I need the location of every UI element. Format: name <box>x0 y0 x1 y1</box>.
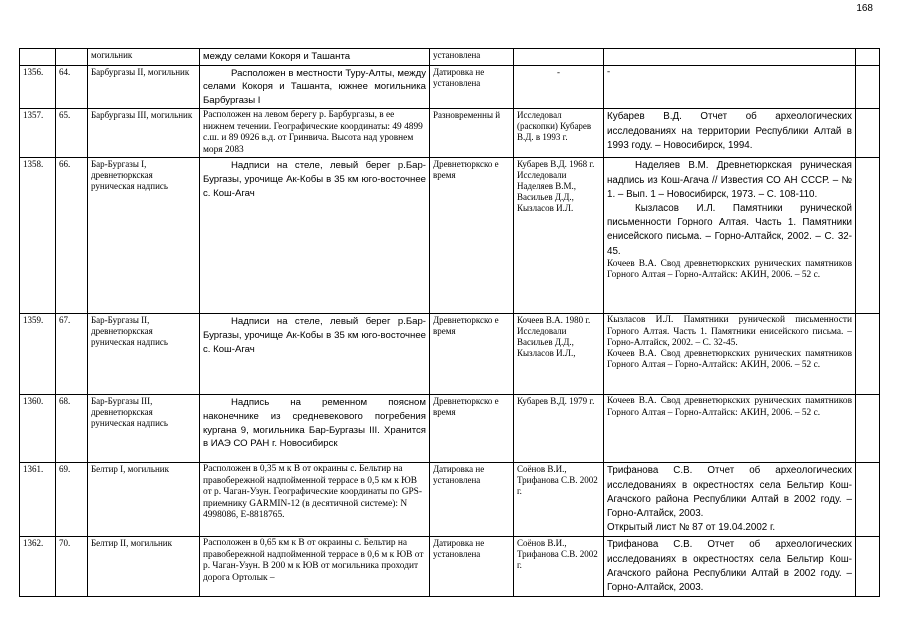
row-number: 1359. <box>20 314 56 395</box>
table-row <box>20 65 880 109</box>
monument-description: Расположен в 0,65 км к В от окраины с. Бельтир на правобережной надпойменной террасе в 0,6 м к ЮВ от р. Чаган-Узун. В 200 м к ЮВ от могильника проходит дорога Ортолык – <box>200 537 430 597</box>
monument-name: Бар-Бургазы III, древнетюркская руническая надпись <box>88 395 200 463</box>
row-subnumber: 66. <box>56 158 88 314</box>
table-row <box>20 395 880 463</box>
literature <box>604 109 856 158</box>
empty-cell <box>856 49 880 66</box>
research-history <box>514 49 604 66</box>
empty-cell <box>856 314 880 395</box>
literature <box>604 314 856 395</box>
literature-entry: Трифанова С.В. Отчет об археологических исследованиях в окрестностях села Бельтир Кош-Агачского района Республики Алтай в 2002 году. – Горно-Алтайск, 2003. <box>607 465 852 519</box>
literature <box>604 158 856 314</box>
page-number: 168 <box>856 3 873 14</box>
empty-cell <box>856 537 880 597</box>
literature-entry: Кочеев В.А. Свод древнетюркских рунических памятников Горного Алтая – Горно-Алтайск: АКИН, 2006. – 52 с. <box>607 258 852 281</box>
monument-description: Надписи на стеле, левый берег р.Бар-Бургазы, урочище Ак-Кобы в 35 км юго-восточнее с. Кош-Агач <box>200 314 430 395</box>
literature <box>604 65 856 109</box>
literature-entry: Кочеев В.А. Свод древнетюркских рунических памятников Горного Алтая – Горно-Алтайск: АКИН, 2006. – 52 с. <box>607 349 852 371</box>
row-subnumber: 68. <box>56 395 88 463</box>
monument-registry-table <box>19 48 880 597</box>
row-number <box>20 49 56 66</box>
literature <box>604 395 856 463</box>
row-subnumber: 70. <box>56 537 88 597</box>
row-number: 1356. <box>20 65 56 109</box>
table-row <box>20 463 880 537</box>
empty-cell <box>856 109 880 158</box>
row-subnumber: 65. <box>56 109 88 158</box>
row-number: 1358. <box>20 158 56 314</box>
dating: Датировка не установлена <box>430 65 514 109</box>
row-number: 1362. <box>20 537 56 597</box>
monument-name: Барбургазы III, могильник <box>88 109 200 158</box>
dating: Датировка не установлена <box>430 463 514 537</box>
empty-cell <box>856 65 880 109</box>
literature-entry: Кочеев В.А. Свод древнетюркских рунических памятников Горного Алтая – Горно-Алтайск: АКИН, 2006. – 52 с. <box>607 396 852 418</box>
empty-cell <box>856 158 880 314</box>
research-history: Кочеев В.А. 1980 г. Исследовали Васильев Д.Д., Кызласов И.Л., <box>514 314 604 395</box>
literature <box>604 49 856 66</box>
literature-entry: Наделяев В.М. Древнетюркская руническая надпись из Кош-Агача // Известия СО АН СССР. – № 1. – Вып. 1 – Новосибирск, 1973. – С. 108-110. <box>607 160 852 200</box>
literature-entry: Кызласов И.Л. Памятники рунической письменности Горного Алтая. Часть 1. Памятники енисейского письма. – Горно-Алтайск, 2002. – С. 32-45. <box>607 202 852 257</box>
dating: Древнетюркско е время <box>430 158 514 314</box>
monument-description: между селами Кокоря и Ташанта <box>200 49 430 66</box>
monument-description: Расположен в местности Туру-Алты, между селами Кокоря и Ташанта, южнее могильника Барбургазы I <box>200 65 430 109</box>
table-row <box>20 49 880 66</box>
table-row <box>20 109 880 158</box>
row-subnumber <box>56 49 88 66</box>
monument-name: Бар-Бургазы I, древнетюркская руническая надпись <box>88 158 200 314</box>
table-row <box>20 314 880 395</box>
research-history: Исследовал (раскопки) Кубарев В.Д. в 1993 г. <box>514 109 604 158</box>
research-history: Соёнов В.И., Трифанова С.В. 2002 г. <box>514 463 604 537</box>
literature <box>604 537 856 597</box>
table-row <box>20 158 880 314</box>
row-subnumber: 69. <box>56 463 88 537</box>
monument-description: Расположен в 0,35 м к В от окраины с. Бельтир на правобережной надпойменной террасе в 0,5 км к ЮВ от р. Чаган-Узун. Географические координаты по GPS-приемнику GARMIN-12 (в десятичной системе): N 4998086, E-8818765. <box>200 463 430 537</box>
literature-entry: Трифанова С.В. Отчет об археологических исследованиях в окрестностях села Бельтир Кош-Агачского района Республики Алтай в 2002 году. – Горно-Алтайск, 2003. <box>607 539 852 593</box>
research-history: - <box>514 65 604 109</box>
empty-cell <box>856 395 880 463</box>
literature-entry: Кызласов И.Л. Памятники рунической письменности Горного Алтая. Часть 1. Памятники енисейского письма. – Горно-Алтайск, 2002. – С. 32-45. <box>607 315 852 348</box>
table-row <box>20 537 880 597</box>
monument-description: Надпись на ременном поясном наконечнике из средневекового погребения кургана 9, могильника Бар-Бургазы III. Хранится в ИАЭ СО РАН г. Новосибирск <box>200 395 430 463</box>
monument-name: могильник <box>88 49 200 66</box>
dating: Древнетюркско е время <box>430 395 514 463</box>
row-number: 1361. <box>20 463 56 537</box>
monument-name: Белтир I, могильник <box>88 463 200 537</box>
monument-description: Расположен на левом берегу р. Барбургазы, в ее нижнем течении. Географические координаты: 49 4899 с.ш. и 89 0926 в.д. от Гринвича. Высота над уровнем моря 2083 <box>200 109 430 158</box>
row-number: 1357. <box>20 109 56 158</box>
row-subnumber: 67. <box>56 314 88 395</box>
dating: установлена <box>430 49 514 66</box>
row-subnumber: 64. <box>56 65 88 109</box>
monument-description: Надписи на стеле, левый берег р.Бар-Бургазы, урочище Ак-Кобы в 35 км юго-восточнее с. Кош-Агач <box>200 158 430 314</box>
literature-entry: Открытый лист № 87 от 19.04.2002 г. <box>607 522 776 534</box>
literature-entry: - <box>607 66 611 77</box>
row-number: 1360. <box>20 395 56 463</box>
monument-name: Белтир II, могильник <box>88 537 200 597</box>
monument-name: Бар-Бургазы II, древнетюркская руническая надпись <box>88 314 200 395</box>
research-history: Соёнов В.И., Трифанова С.В. 2002 г. <box>514 537 604 597</box>
dating: Датировка не установлена <box>430 537 514 597</box>
literature <box>604 463 856 537</box>
research-history: Кубарев В.Д. 1968 г. Исследовали Наделяев В.М., Васильев Д.Д., Кызласов И.Л. <box>514 158 604 314</box>
dating: Древнетюркско е время <box>430 314 514 395</box>
research-history: Кубарев В.Д. 1979 г. <box>514 395 604 463</box>
empty-cell <box>856 463 880 537</box>
dating: Разновременны й <box>430 109 514 158</box>
literature-entry: Кубарев В.Д. Отчет об археологических исследованиях на территории Республики Алтай в 1993 году. – Новосибирск, 1994. <box>607 111 852 151</box>
monument-name: Барбургазы II, могильник <box>88 65 200 109</box>
